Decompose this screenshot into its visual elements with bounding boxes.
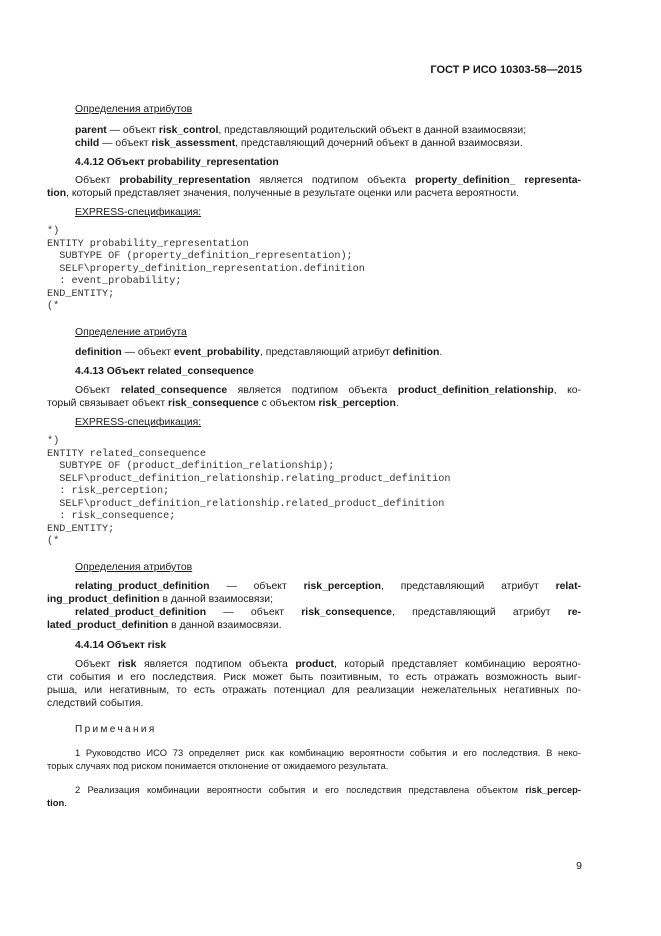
note-line: 1 Руководство ИСО 73 определяет риск как комбинацию вероятности события и его последствия. В неко- bbox=[75, 747, 581, 758]
express-spec-label: EXPRESS-спецификация: bbox=[75, 417, 202, 428]
attr-name: child bbox=[75, 138, 100, 149]
code-line: END_ENTITY; bbox=[47, 288, 115, 300]
attribute-child-line: child — объект risk_assessment, представляющий дочерний объект в данной взаимосвязи. bbox=[75, 138, 523, 149]
attribute-definition-heading: Определение атрибута bbox=[75, 327, 187, 338]
code-line: *) bbox=[47, 226, 60, 237]
code-line: SELF\product_definition_relationship.related_product_definition bbox=[47, 498, 445, 510]
section-heading-4-4-13: 4.4.13 Объект related_consequence bbox=[75, 366, 254, 377]
attribute-parent-line: parent — объект risk_control, представляющий родительский объект в данной взаимосвязи; bbox=[75, 125, 527, 136]
note-line: торых случаях под риском понимается отклонение от ожидаемого результата. bbox=[47, 760, 389, 771]
code-line: : event_probability; bbox=[47, 276, 182, 287]
code-line: SELF\property_definition_representation.definition bbox=[47, 263, 365, 275]
attribute-line: lated_product_definition в данной взаимосвязи. bbox=[47, 620, 282, 631]
note-line: 2 Реализация комбинации вероятности события и его последствия представлена объектом risk_percep- bbox=[75, 784, 581, 795]
attribute-definition-line: definition — объект event_probability, представляющий атрибут definition. bbox=[75, 347, 443, 358]
code-line: ENTITY related_consequence bbox=[47, 448, 206, 460]
code-line: : risk_consequence; bbox=[47, 511, 176, 522]
note-line: tion. bbox=[47, 797, 67, 808]
express-code-block bbox=[47, 226, 365, 314]
paragraph-line: Объект related_consequence является подтипом объекта product_definition_relationship, ко- bbox=[75, 385, 581, 396]
code-line: SUBTYPE OF (property_definition_representation); bbox=[47, 251, 353, 262]
express-spec-label: EXPRESS-спецификация: bbox=[75, 207, 202, 218]
section-heading-4-4-14: 4.4.14 Объект risk bbox=[75, 640, 167, 651]
paragraph-line: рыша, или негативным, то есть отражать потенциал для реализации нежелательных негативных по- bbox=[47, 685, 581, 696]
paragraph-line: следствий события. bbox=[47, 698, 144, 709]
code-line: (* bbox=[47, 536, 60, 547]
code-line: (* bbox=[47, 301, 60, 312]
document-header: ГОСТ Р ИСО 10303-58—2015 bbox=[430, 64, 582, 76]
attribute-line: ing_product_definition в данной взаимосвязи; bbox=[47, 594, 273, 605]
attribute-definitions-heading: Определения атрибутов bbox=[75, 104, 193, 115]
code-line: SELF\product_definition_relationship.relating_product_definition bbox=[47, 473, 451, 485]
paragraph-line: сти события и его последствия. Риск может быть позитивным, то есть отражать возможность выиг- bbox=[47, 672, 581, 683]
attribute-definitions-heading: Определения атрибутов bbox=[75, 562, 193, 573]
attribute-line: relating_product_definition — объект risk_perception, представляющий атрибут relat- bbox=[75, 581, 581, 592]
entity-ref: risk_control bbox=[158, 125, 219, 136]
paragraph-line: торый связывает объект risk_consequence с объектом risk_perception. bbox=[47, 398, 399, 409]
code-line: ENTITY probability_representation bbox=[47, 238, 249, 250]
attr-name: parent bbox=[75, 125, 107, 136]
code-line: : risk_perception; bbox=[47, 486, 170, 497]
code-line: *) bbox=[47, 436, 60, 447]
page-number: 9 bbox=[576, 860, 582, 872]
section-heading-4-4-12: 4.4.12 Объект probability_representation bbox=[75, 157, 279, 168]
code-line: END_ENTITY; bbox=[47, 523, 115, 535]
paragraph-line: Объект risk является подтипом объекта product, который представляет комбинацию вероятно- bbox=[75, 659, 582, 670]
paragraph-line: tion, который представляет значения, полученные в результате оценки или расчета вероятности. bbox=[47, 188, 520, 199]
express-code-block bbox=[47, 436, 451, 549]
paragraph-line: Объект probability_representation является подтипом объекта property_definition_ representa- bbox=[75, 175, 581, 186]
attribute-line: related_product_definition — объект risk_consequence, представляющий атрибут re- bbox=[75, 607, 581, 618]
notes-heading: Примечания bbox=[75, 724, 157, 735]
code-line: SUBTYPE OF (product_definition_relationship); bbox=[47, 461, 335, 472]
entity-ref: risk_assessment bbox=[151, 138, 236, 149]
